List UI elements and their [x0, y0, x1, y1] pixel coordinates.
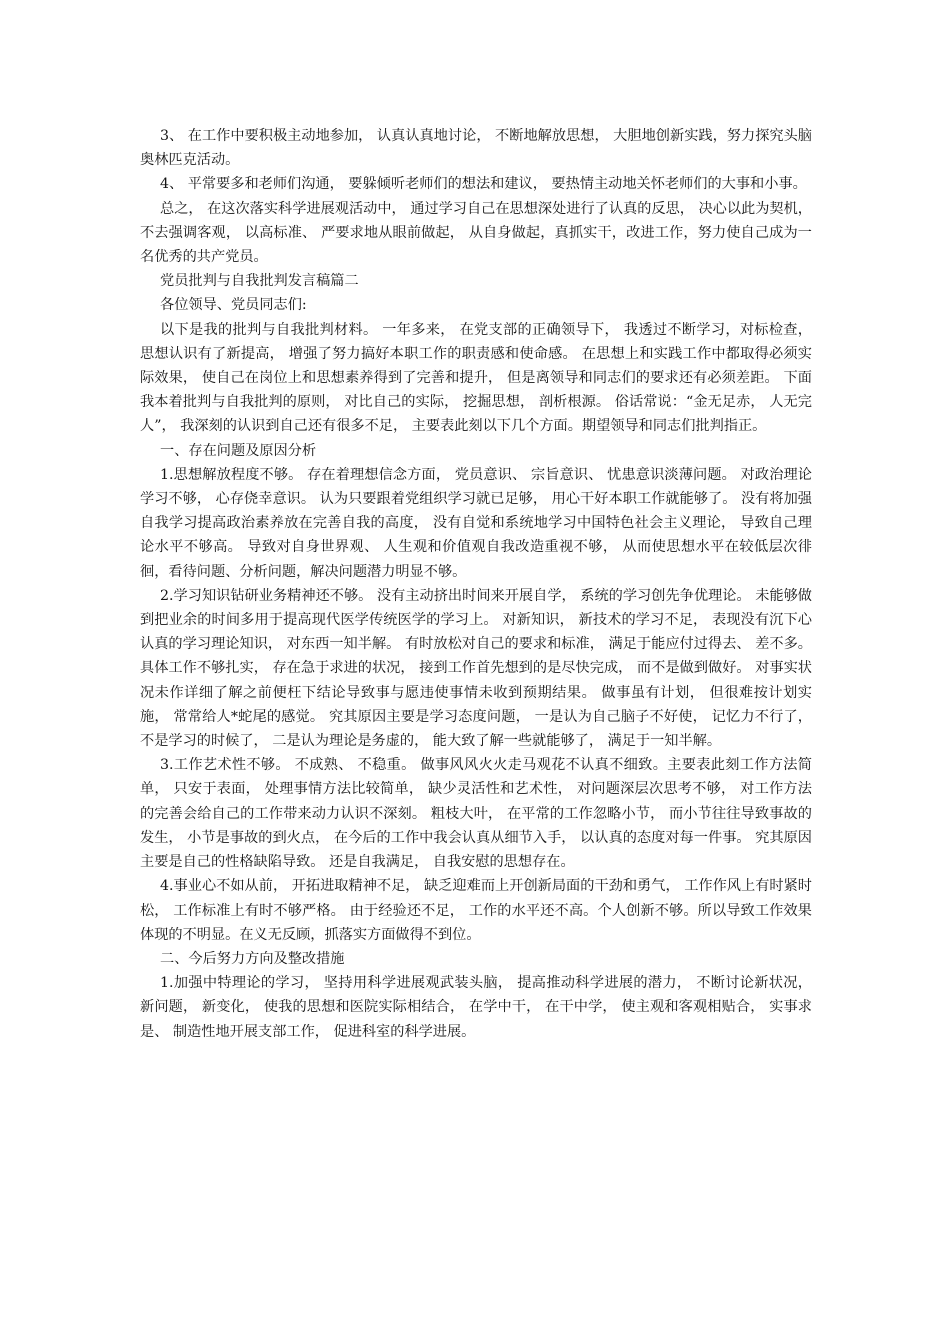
heading-measures: 二、今后努力方向及整改措施	[160, 950, 345, 967]
document-page	[140, 124, 812, 1044]
paragraph-intro: 以下是我的批判与自我批判材料。 一年多来， 在党支部的正确领导下， 我透过不断学习，对标检查， 思想认识有了新提高， 增强了努力搞好本职工作的职责感和使命感。 在思想上和实践工作中都取得必须实际效果， 使自己在岗位上和思想素养得到了完善和提升， 但是离领导和同志们的要求还有必须差距。 下面我本着批判与自我批判的原则， 对比自己的实际， 挖掘思想， 剖析根源。 俗话常说：“金无足赤， 人无完人”， 我深刻的认识到自己还有很多不足， 主要表此刻以下几个方面。期望领导和同志们批判指正。	[140, 321, 812, 435]
paragraph-problem-2: 2.学习知识钻研业务精神还不够。 没有主动挤出时间来开展自学， 系统的学习创先争优理论。 未能够做到把业余的时间多用于提高现代医学传统医学的学习上。 对新知识， 新技术的学习不足， 表现没有沉下心认真的学习理论知识， 对东西一知半解。 有时放松对自己的要求和标准， 满足于能应付过得去、 差不多。 具体工作不够扎实， 存在急于求进的状况， 接到工作首先想到的是尽快完成， 而不是做到做好。 对事实状况未作详细了解之前便枉下结论导致事与愿违使事情未收到预期结果。 做事虽有计划， 但很难按计划实施， 常常给人*蛇尾的感觉。 究其原因主要是学习态度问题， 一是认为自己脑子不好使， 记忆力不行了， 不是学习的时候了， 二是认为理论是务虚的， 能大致了解一些就能够了， 满足于一知半解。	[140, 587, 812, 750]
heading-problems: 一、存在问题及原因分析	[160, 442, 317, 459]
paragraph-measure-1: 1.加强中特理论的学习， 坚持用科学进展观武装头脑， 提高推动科学进展的潜力， 不断讨论新状况， 新问题， 新变化， 使我的思想和医院实际相结合， 在学中干， 在干中学， 使主观和客观相贴合， 实事求是、 制造性地开展支部工作， 促进科室的科学进展。	[140, 975, 812, 1040]
paragraph-problem-1: 1.思想解放程度不够。 存在着理想信念方面， 党员意识、 宗旨意识、 忧患意识淡薄问题。 对政治理论学习不够， 心存侥幸意识。 认为只要跟着党组织学习就已足够， 用心干好本职工作就能够了。 没有将加强自我学习提高政治素养放在完善自我的高度， 没有自觉和系统地学习中国特色社会主义理论， 导致自己理论水平不够高。 导致对自身世界观、 人生观和价值观自我改造重视不够， 从而使思想水平在较低层次徘徊，看待问题、分析问题，解决问题潜力明显不够。	[140, 466, 812, 580]
paragraph-item-3: 3、 在工作中要积极主动地参加， 认真认真地讨论， 不断地解放思想， 大胆地创新实践，努力探究头脑奥林匹克活动。	[140, 128, 812, 169]
paragraph-problem-4: 4.事业心不如从前， 开拓进取精神不足， 缺乏迎难而上开创新局面的干劲和勇气， 工作作风上有时紧时松， 工作标准上有时不够严格。 由于经验还不足， 工作的水平还不高。个人创新不够。所以导致工作效果体现的不明显。在义无反顾，抓落实方面做得不到位。	[140, 878, 812, 943]
paragraph-conclusion: 总之， 在这次落实科学进展观活动中， 通过学习自己在思想深处进行了认真的反思， 决心以此为契机， 不去强调客观， 以高标准、 严要求地从眼前做起， 从自身做起，真抓实干，改进工作，努力使自己成为一名优秀的共产党员。	[140, 200, 812, 266]
salutation: 各位领导、党员同志们:	[160, 297, 307, 314]
paragraph-problem-3: 3.工作艺术性不够。 不成熟、 不稳重。 做事风风火火走马观花不认真不细致。主要表此刻工作方法简单， 只安于表面， 处理事情方法比较简单， 缺少灵活性和艺术性， 对问题深层次思考不够， 对工作方法的完善会给自己的工作带来动力认识不深刻。 粗枝大叶， 在平常的工作忽略小节， 而小节往往导致事故的发生， 小节是事故的到火点， 在今后的工作中我会认真从细节入手， 以认真的态度对每一件事。 究其原因主要是自己的性格缺陷导致。 还是自我满足， 自我安慰的思想存在。	[140, 757, 812, 871]
paragraph-item-4: 4、 平常要多和老师们沟通， 要躲倾听老师们的想法和建议， 要热情主动地关怀老师们的大事和小事。	[160, 176, 807, 193]
section-title: 党员批判与自我批判发言稿篇二	[160, 273, 359, 290]
